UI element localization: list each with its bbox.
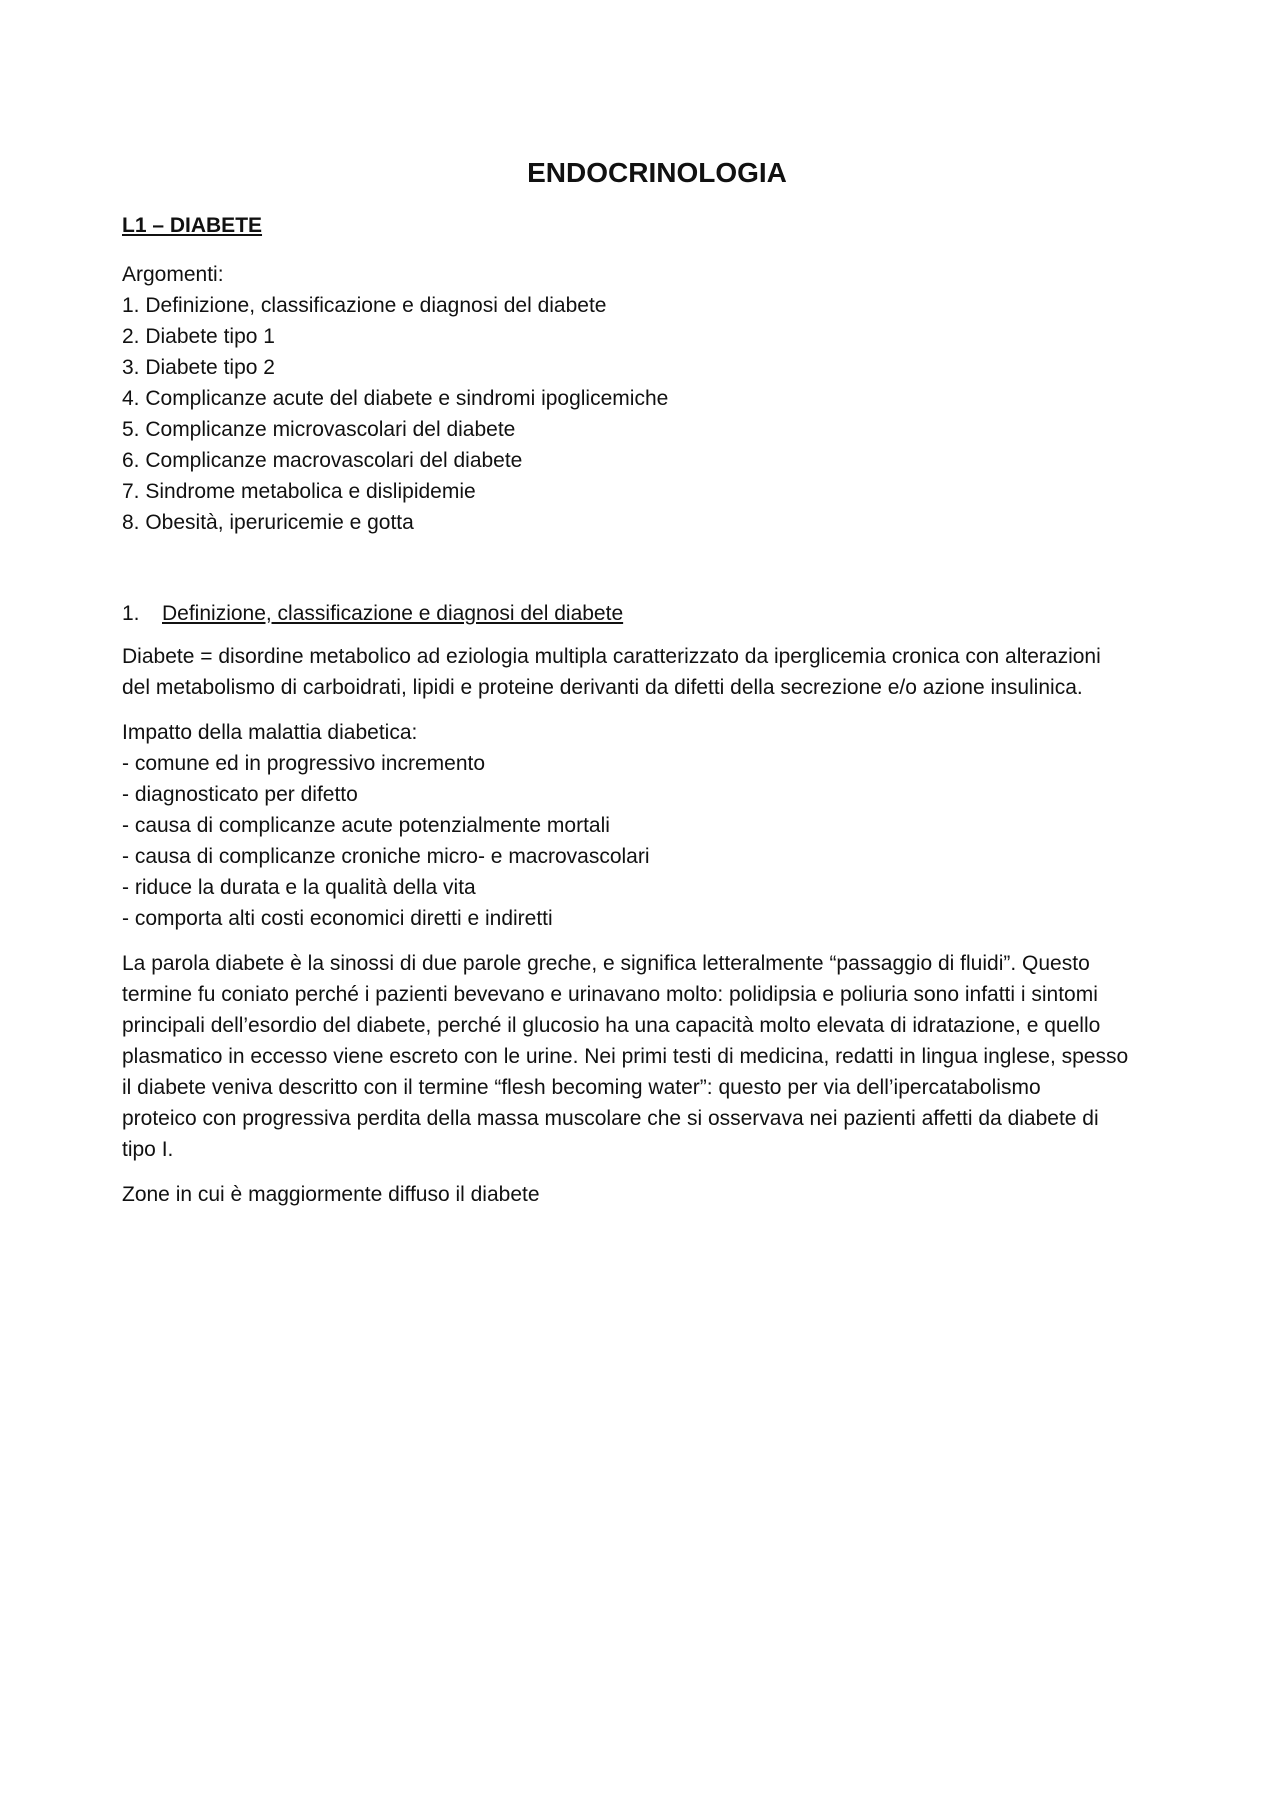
impact-item: - riduce la durata e la qualità della vita [122,876,476,899]
impact-item: - comporta alti costi economici diretti e indiretti [122,907,553,930]
impact-item: - causa di complicanze acute potenzialmente mortali [122,814,610,837]
paragraph-line: plasmatico in eccesso viene escreto con le urine. Nei primi testi di medicina, redatti in lingua inglese, spesso [122,1045,1129,1068]
topic-item: 6. Complicanze macrovascolari del diabete [122,449,523,472]
topics-label: Argomenti: [122,263,224,286]
paragraph-line: principali dell’esordio del diabete, perché il glucosio ha una capacità molto elevata di idratazione, e quello [122,1014,1101,1037]
paragraph-line: il diabete veniva descritto con il termine “flesh becoming water”: questo per via dell’ipercatabolismo [122,1076,1041,1099]
zones-text: Zone in cui è maggiormente diffuso il diabete [122,1183,540,1206]
paragraph-line: proteico con progressiva perdita della massa muscolare che si osservava nei pazienti affetti da diabete di [122,1107,1099,1130]
document-page [122,150,1172,1224]
topic-item: 3. Diabete tipo 2 [122,356,275,379]
topic-item: 8. Obesità, iperuricemie e gotta [122,511,414,534]
impact-label: Impatto della malattia diabetica: [122,721,418,744]
impact-item: - causa di complicanze croniche micro- e macrovascolari [122,845,650,868]
section-number: 1. [122,602,140,625]
section-title: Definizione, classificazione e diagnosi del diabete [162,602,624,625]
paragraph-line: termine fu coniato perché i pazienti bevevano e urinavano molto: polidipsia e poliuria sono infatti i sintomi [122,983,1098,1006]
topic-item: 2. Diabete tipo 1 [122,325,275,348]
topic-item: 5. Complicanze microvascolari del diabete [122,418,516,441]
impact-item: - comune ed in progressivo incremento [122,752,486,775]
topic-item: 1. Definizione, classificazione e diagnosi del diabete [122,294,607,317]
impact-list [122,717,1172,934]
document-title: ENDOCRINOLOGIA [527,157,787,188]
topic-item: 7. Sindrome metabolica e dislipidemie [122,480,476,503]
paragraph-line: del metabolismo di carboidrati, lipidi e proteine derivanti da difetti della secrezione e/o azione insulinica. [122,676,1083,699]
lesson-title: L1 – DIABETE [122,214,263,237]
paragraph-line: La parola diabete è la sinossi di due parole greche, e significa letteralmente “passaggio di fluidi”. Questo [122,952,1090,975]
spacer [122,538,1172,598]
impact-item: - diagnosticato per difetto [122,783,358,806]
topic-item: 4. Complicanze acute del diabete e sindromi ipoglicemiche [122,387,669,410]
paragraph-line: tipo I. [122,1138,174,1161]
etymology-paragraph [122,948,1172,1165]
topics-list [122,259,1172,538]
paragraph-line: Diabete = disordine metabolico ad eziologia multipla caratterizzato da iperglicemia cronica con alterazioni [122,645,1101,668]
section-heading [122,598,1172,629]
zones-paragraph [122,1179,1172,1210]
definition-paragraph [122,641,1172,703]
